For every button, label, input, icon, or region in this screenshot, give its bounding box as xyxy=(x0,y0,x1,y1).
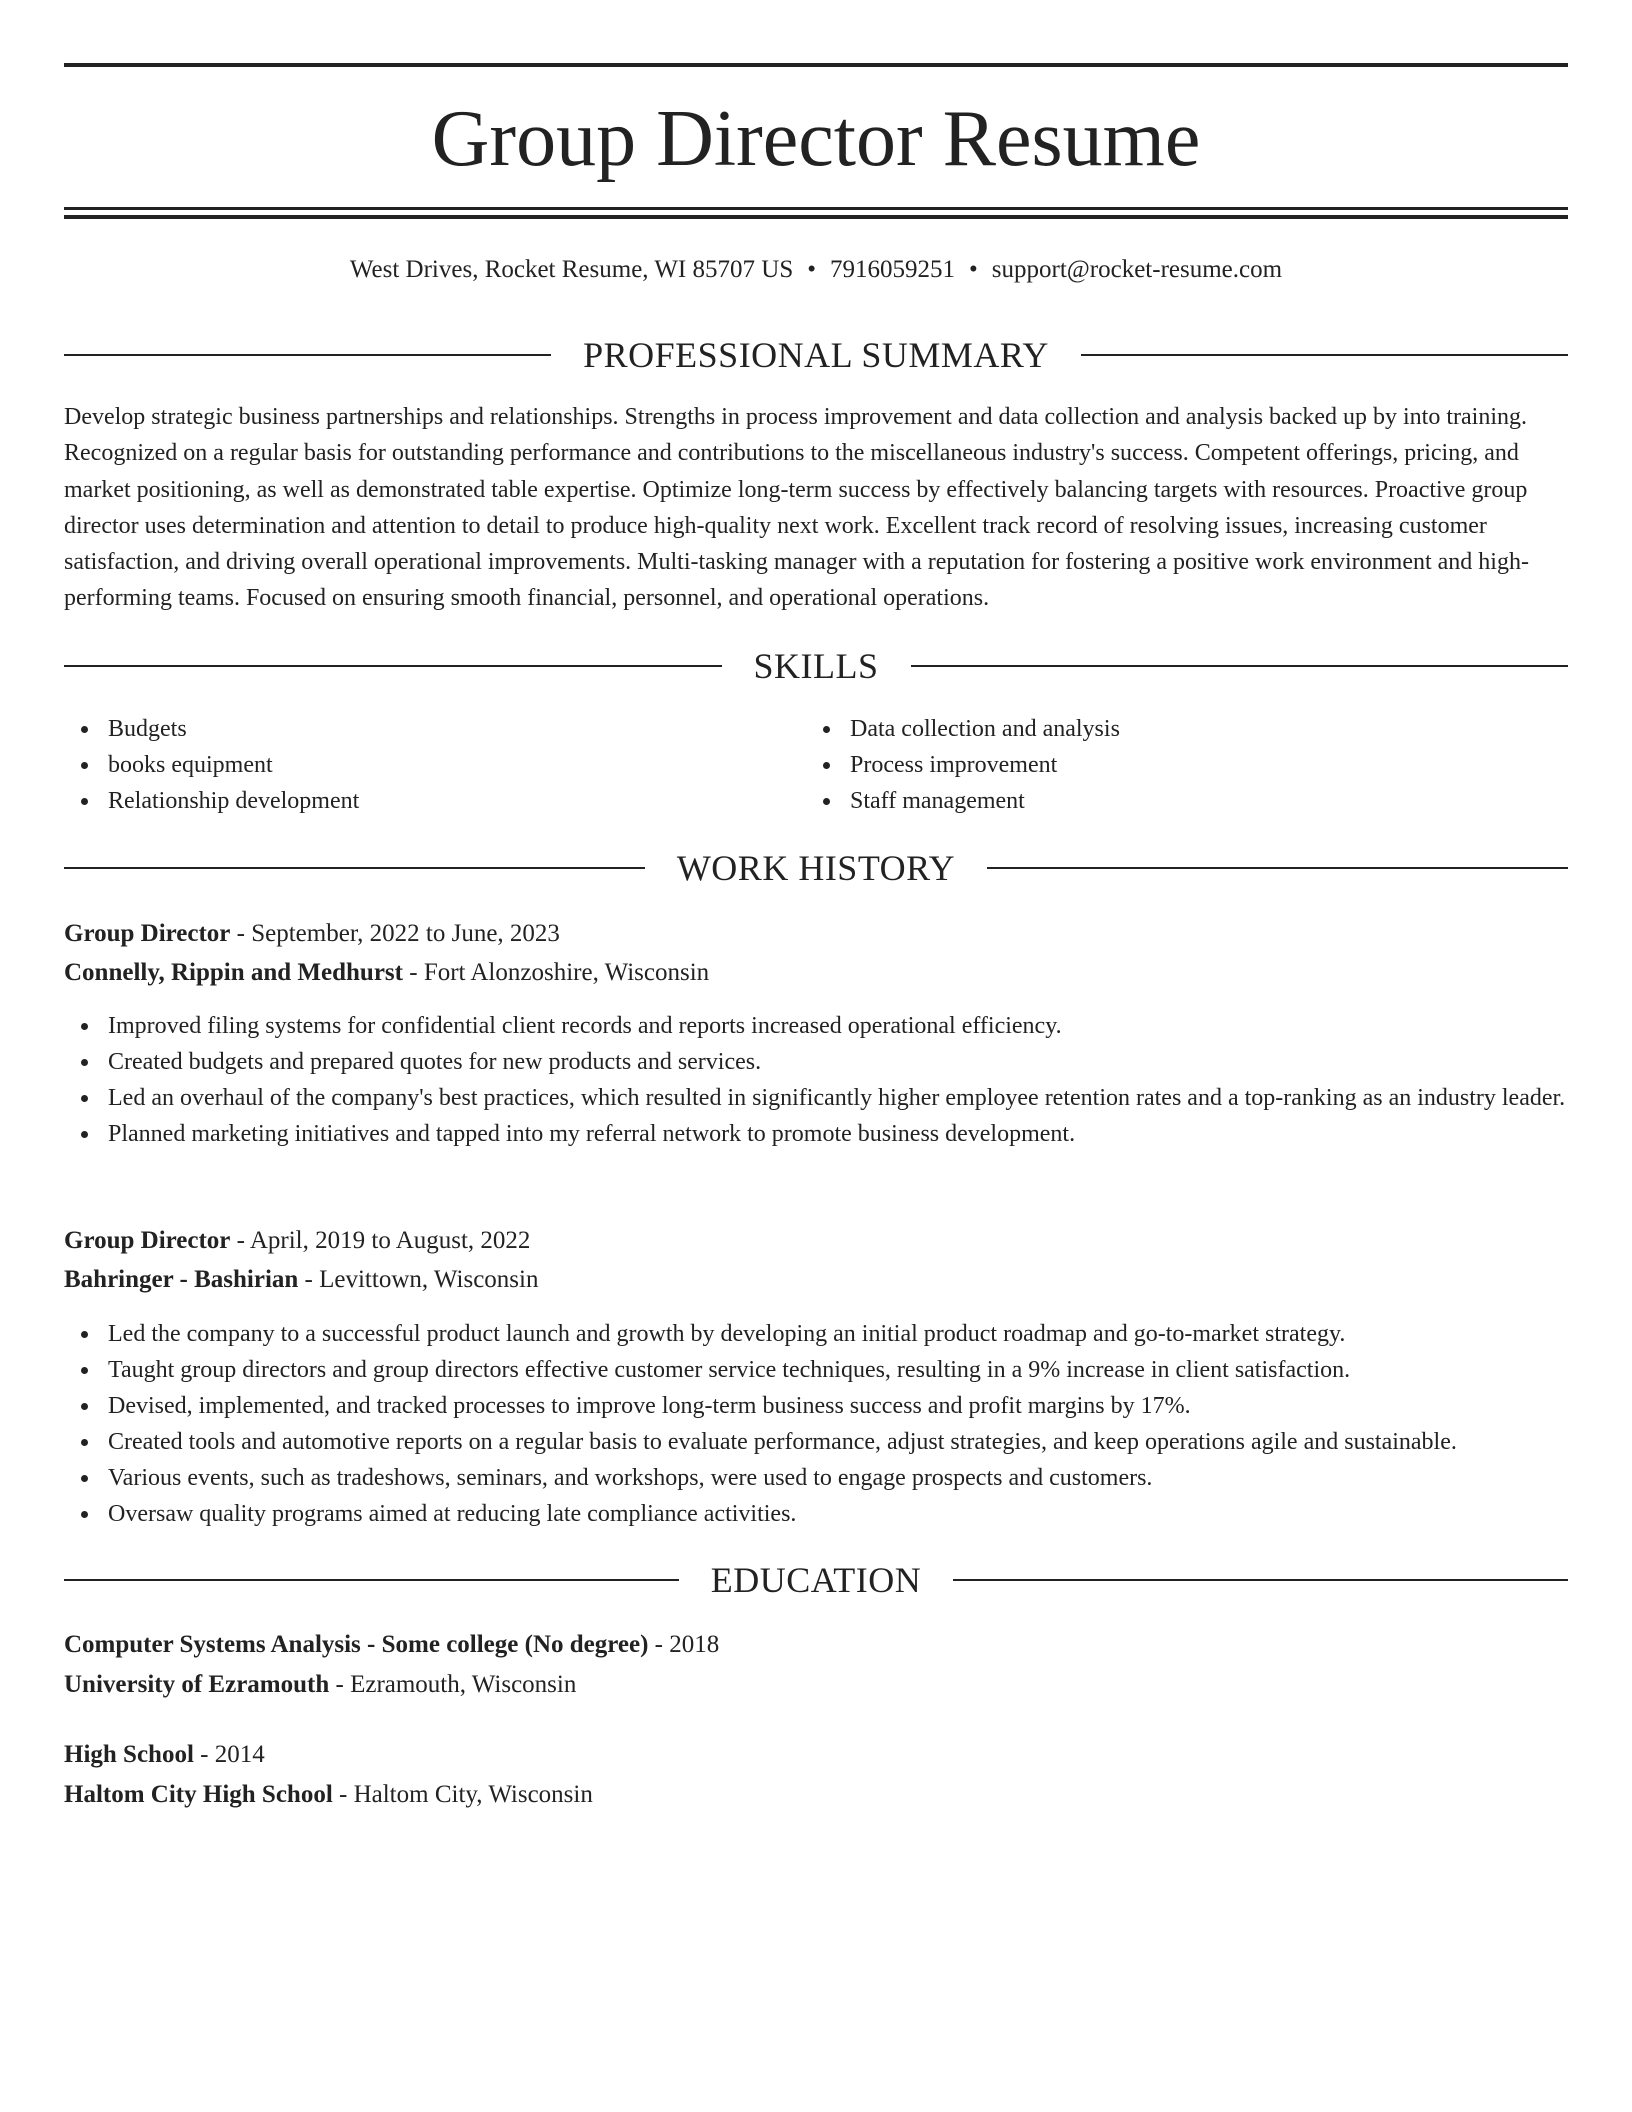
job-dates: - April, 2019 to August, 2022 xyxy=(230,1227,531,1254)
skills-list-left xyxy=(64,711,804,819)
heading-rule-right xyxy=(1081,354,1568,356)
heading-rule-right xyxy=(987,867,1568,869)
job-bullet: Taught group directors and group directors effective customer service techniques, resulting in a 9% increase in client satisfaction. xyxy=(64,1352,1568,1388)
resume-title: Group Director Resume xyxy=(431,95,1201,183)
skills-heading-text: SKILLS xyxy=(753,646,879,686)
job-bullet: Led an overhaul of the company's best practices, which resulted in significantly higher employee retention rates and a top-ranking as an industry leader. xyxy=(64,1080,1568,1116)
job-title: Group Director xyxy=(64,1227,231,1254)
skills-heading xyxy=(64,644,1568,688)
job-title-line xyxy=(64,1221,1568,1261)
education-heading-text: EDUCATION xyxy=(710,1560,922,1600)
education-school: University of Ezramouth xyxy=(64,1671,330,1698)
education-year: - 2014 xyxy=(193,1741,265,1768)
job-company-line xyxy=(64,953,1568,993)
education-degree: High School xyxy=(64,1741,194,1768)
contact-separator: • xyxy=(969,256,978,283)
education-location: - Ezramouth, Wisconsin xyxy=(329,1671,577,1698)
heading-rule-left xyxy=(64,665,722,667)
header-bottom-rule xyxy=(64,207,1568,210)
education-year: - 2018 xyxy=(648,1631,720,1658)
job-title: Group Director xyxy=(64,920,231,947)
job-bullet: Devised, implemented, and tracked processes to improve long-term business success and profit margins by 17%. xyxy=(64,1388,1568,1424)
contact-line xyxy=(64,252,1568,288)
job-title-line xyxy=(64,914,1568,954)
job-location: - Levittown, Wisconsin xyxy=(298,1266,539,1293)
contact-address: West Drives, Rocket Resume, WI 85707 US xyxy=(349,256,794,283)
skill-item: Staff management xyxy=(806,783,1568,819)
job-bullet: Planned marketing initiatives and tapped into my referral network to promote business development. xyxy=(64,1116,1568,1152)
education-location: - Haltom City, Wisconsin xyxy=(332,1781,593,1808)
job-bullets xyxy=(64,1008,1568,1152)
job-company: Connelly, Rippin and Medhurst xyxy=(64,959,403,986)
summary-heading-text: PROFESSIONAL SUMMARY xyxy=(583,335,1049,375)
education-degree: Computer Systems Analysis - Some college (No degree) xyxy=(64,1631,649,1658)
heading-rule-right xyxy=(953,1579,1568,1581)
contact-email: support@rocket-resume.com xyxy=(991,256,1283,283)
header-top-rule xyxy=(64,63,1568,67)
education-school-line xyxy=(64,1665,1568,1705)
job-location: - Fort Alonzoshire, Wisconsin xyxy=(403,959,710,986)
work-heading-text: WORK HISTORY xyxy=(676,848,956,888)
skill-item: Data collection and analysis xyxy=(806,711,1568,747)
skills-list-right xyxy=(806,711,1568,819)
job-bullet: Created budgets and prepared quotes for new products and services. xyxy=(64,1044,1568,1080)
header-bottom-rule-2 xyxy=(64,215,1568,219)
job-bullet: Created tools and automotive reports on a regular basis to evaluate performance, adjust strategies, and keep operations agile and sustainable. xyxy=(64,1424,1568,1460)
education-school: Haltom City High School xyxy=(64,1781,333,1808)
education-degree-line xyxy=(64,1735,1568,1775)
education-school-line xyxy=(64,1775,1568,1815)
skill-item: Process improvement xyxy=(806,747,1568,783)
contact-separator: • xyxy=(807,256,816,283)
education-degree-line xyxy=(64,1625,1568,1665)
skill-item: books equipment xyxy=(64,747,804,783)
job-company: Bahringer - Bashirian xyxy=(64,1266,299,1293)
job-bullet: Various events, such as tradeshows, seminars, and workshops, were used to engage prospects and customers. xyxy=(64,1460,1568,1496)
job-bullet: Led the company to a successful product launch and growth by developing an initial product roadmap and go-to-market strategy. xyxy=(64,1316,1568,1352)
job-bullet: Oversaw quality programs aimed at reducing late compliance activities. xyxy=(64,1496,1568,1532)
heading-rule-right xyxy=(911,665,1569,667)
heading-rule-left xyxy=(64,1579,679,1581)
summary-text: Develop strategic business partnerships and relationships. Strengths in process improvement and data collection and analysis backed up by into training. Recognized on a regular basis for outstanding performance and contributions to the miscellaneous industry's success. Competent offerings, pricing, and market positioning, as well as demonstrated table expertise. Optimize long-term success by effectively balancing targets with resources. Proactive group director uses determination and attention to detail to produce high-quality next work. Excellent track record of resolving issues, increasing customer satisfaction, and driving overall operational improvements. Multi-tasking manager with a reputation for fostering a positive work environment and high-performing teams. Focused on ensuring smooth financial, personnel, and operational operations. xyxy=(64,404,1529,612)
contact-phone: 7916059251 xyxy=(830,256,955,283)
job-bullets xyxy=(64,1316,1568,1532)
job-dates: - September, 2022 to June, 2023 xyxy=(230,920,560,947)
job-bullet: Improved filing systems for confidential client records and reports increased operational efficiency. xyxy=(64,1008,1568,1044)
education-heading xyxy=(64,1558,1568,1602)
skill-item: Relationship development xyxy=(64,783,804,819)
skill-item: Budgets xyxy=(64,711,804,747)
summary-heading xyxy=(64,333,1568,377)
heading-rule-left xyxy=(64,867,645,869)
work-heading xyxy=(64,846,1568,890)
heading-rule-left xyxy=(64,354,551,356)
job-company-line xyxy=(64,1260,1568,1300)
